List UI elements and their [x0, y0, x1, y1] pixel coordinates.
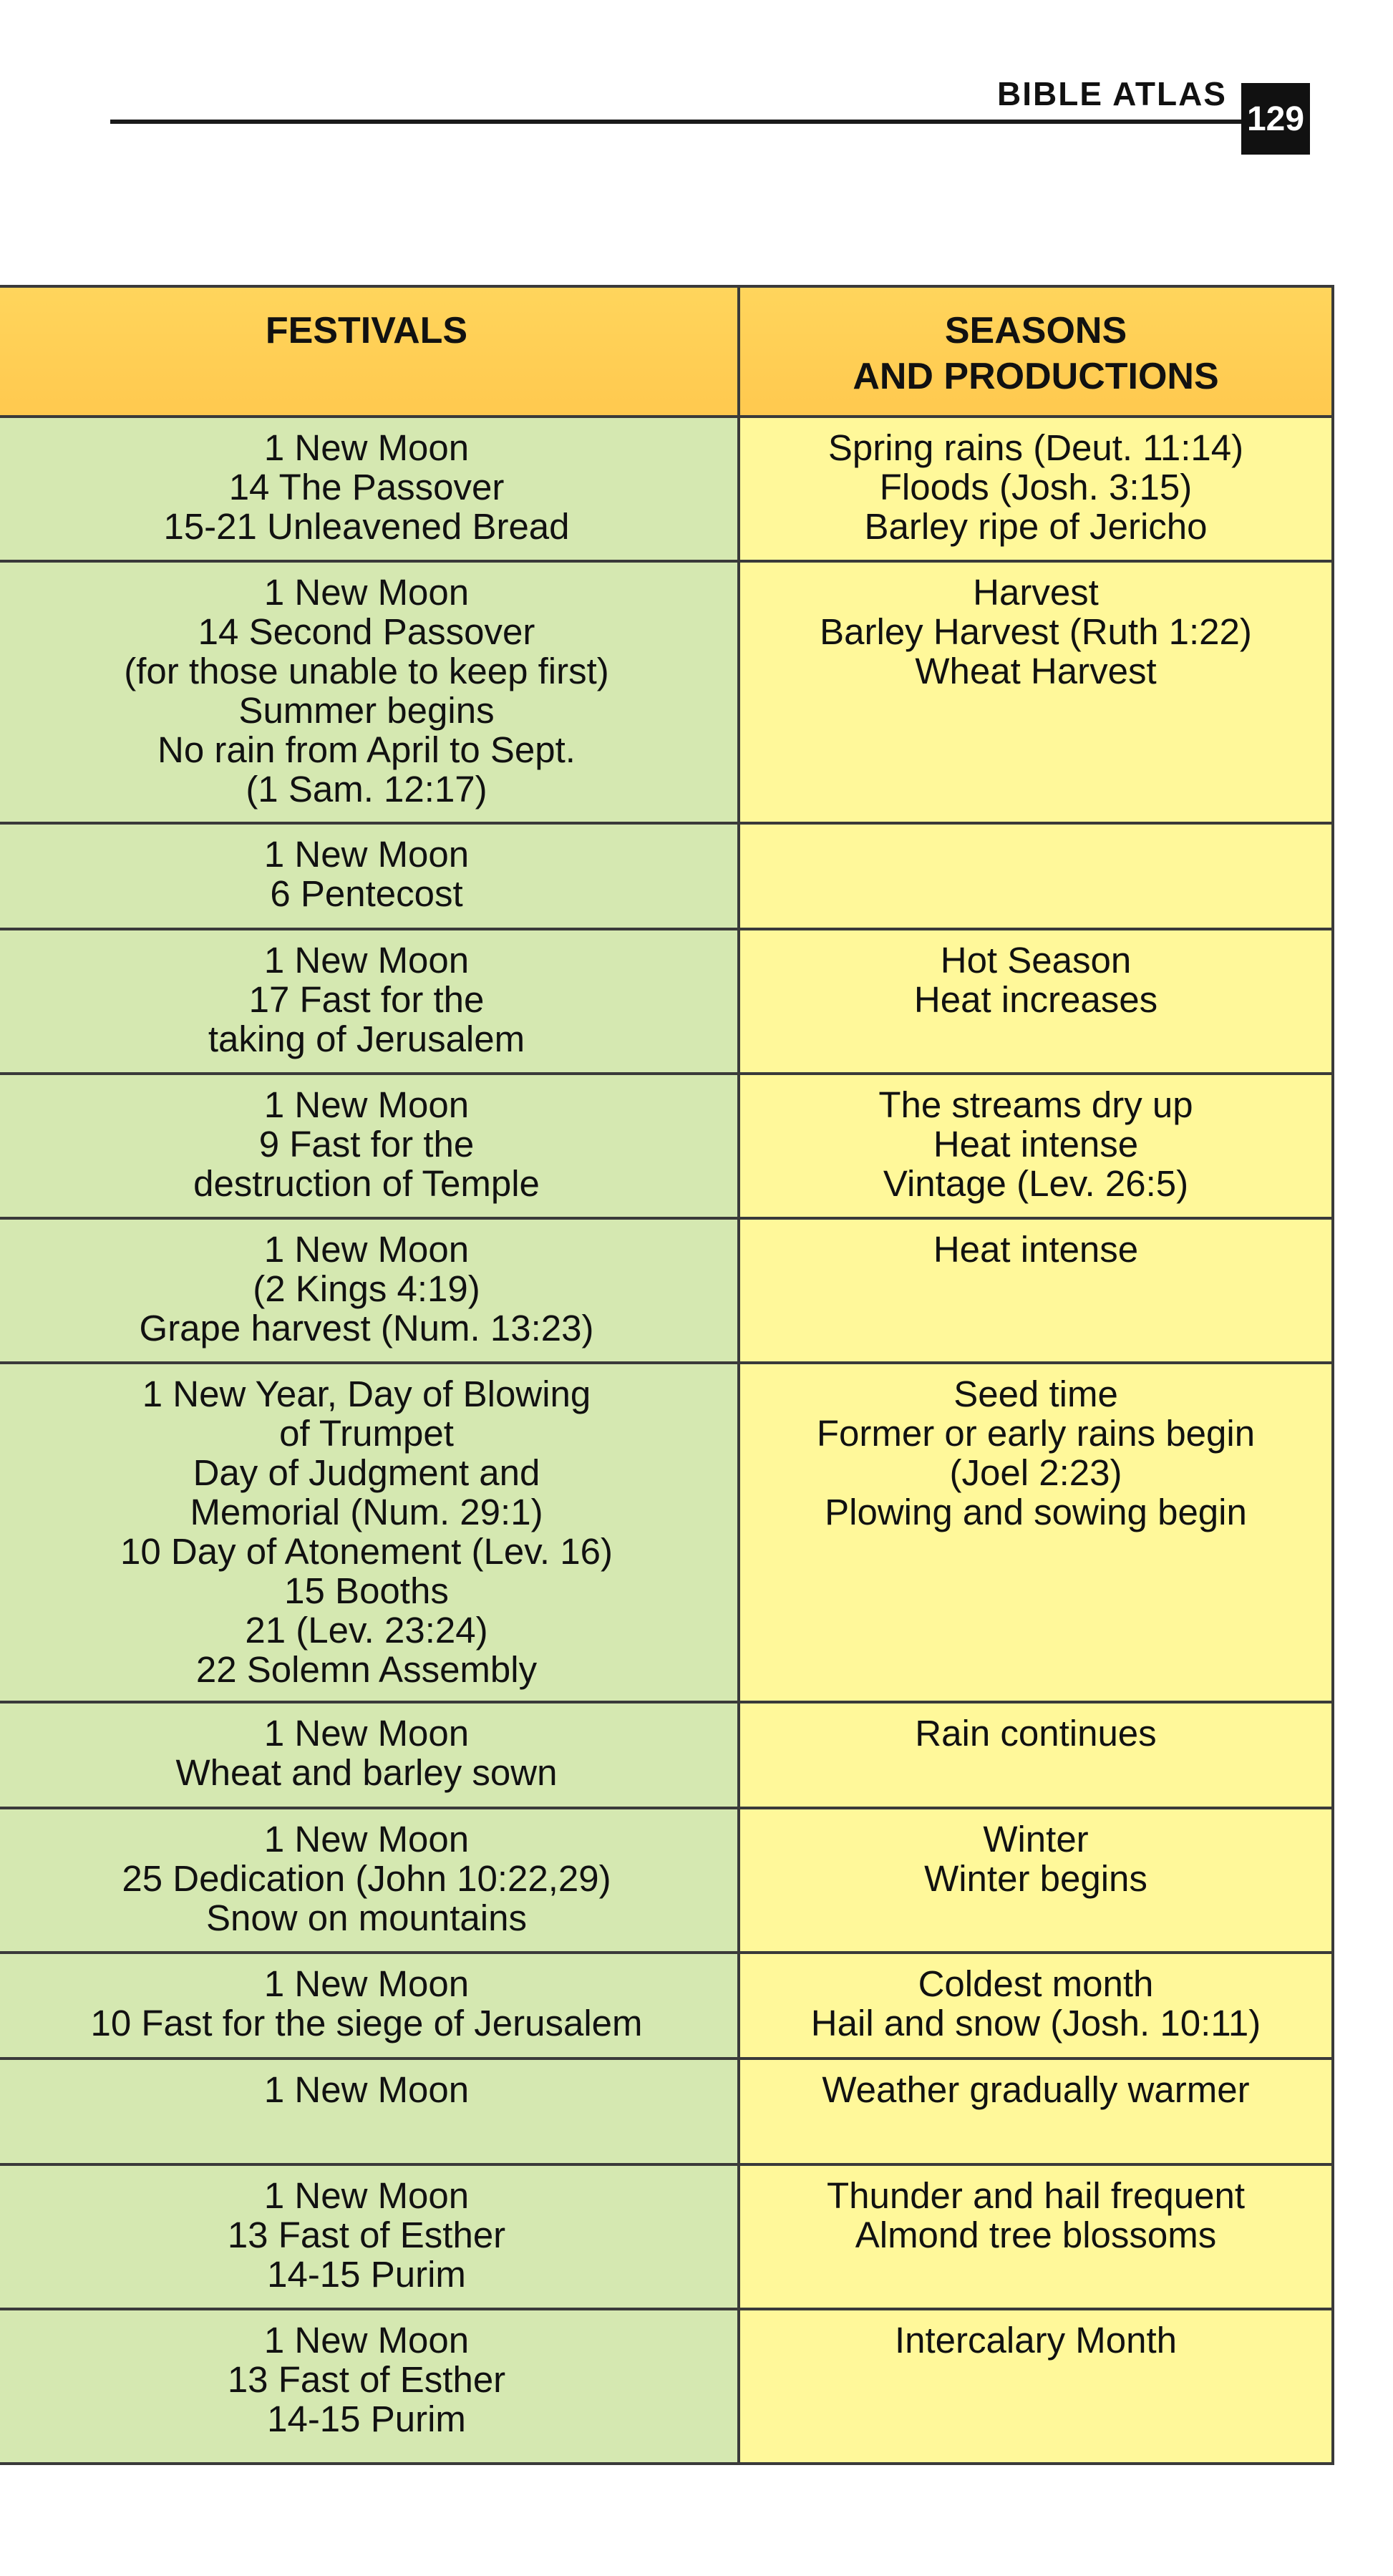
season-cell [739, 823, 1333, 929]
festival-line: Memorial (Num. 29:1) [190, 1492, 543, 1532]
table-row [0, 2059, 1333, 2164]
season-line: Coldest month [918, 1963, 1154, 2004]
season-line: Former or early rains begin [816, 1413, 1256, 1454]
festival-line: 10 Fast for the siege of Jerusalem [90, 2003, 643, 2043]
festival-cell [0, 561, 739, 823]
festival-line: 14 The Passover [228, 467, 505, 507]
table-row [0, 2309, 1333, 2464]
festival-cell [0, 1702, 739, 1808]
season-line: Floods (Josh. 3:15) [879, 467, 1193, 507]
season-line: (Joel 2:23) [949, 1452, 1122, 1493]
season-cell [739, 2309, 1333, 2464]
table-row [0, 1074, 1333, 1218]
festival-line: 1 New Moon [263, 1819, 470, 1860]
season-cell [739, 1702, 1333, 1808]
festival-line: 22 Solemn Assembly [195, 1649, 538, 1690]
festival-line: Snow on mountains [206, 1897, 527, 1938]
festival-line: Day of Judgment and [193, 1452, 540, 1493]
festival-line: taking of Jerusalem [208, 1019, 525, 1059]
festival-cell [0, 2059, 739, 2164]
festival-line: 1 New Moon [263, 2069, 470, 2110]
season-line: Harvest [973, 572, 1099, 613]
seasons-header-line-2: AND PRODUCTIONS [853, 356, 1219, 397]
season-line: The streams dry up [878, 1084, 1193, 1125]
table-header-row [0, 286, 1333, 417]
festival-line: (for those unable to keep first) [124, 651, 609, 691]
book-title: BIBLE ATLAS [997, 75, 1227, 112]
column-header-seasons [739, 286, 1333, 417]
festival-cell [0, 1363, 739, 1702]
festival-line: 1 New Moon [263, 834, 470, 875]
festival-cell [0, 2309, 739, 2464]
season-line: Winter [983, 1819, 1089, 1860]
festivals-seasons-table [0, 285, 1334, 2465]
festival-cell [0, 929, 739, 1074]
table-row [0, 1363, 1333, 1702]
festival-line: 17 Fast for the [248, 979, 485, 1020]
festival-line: 1 New Year, Day of Blowing [142, 1374, 591, 1414]
festival-line: 14 Second Passover [198, 611, 535, 652]
festival-line: 1 New Moon [263, 572, 470, 613]
season-line: Heat intense [933, 1124, 1139, 1165]
page-number: 129 [1241, 83, 1310, 155]
festival-line: 6 Pentecost [270, 873, 463, 914]
season-line: Rain continues [915, 1713, 1157, 1754]
table-row [0, 561, 1333, 823]
season-cell [739, 1363, 1333, 1702]
festival-line: 1 New Moon [263, 940, 470, 981]
festival-line: (2 Kings 4:19) [253, 1268, 480, 1309]
table-row [0, 929, 1333, 1074]
season-cell [739, 1074, 1333, 1218]
festival-line: 14-15 Purim [267, 2398, 466, 2439]
festival-line: 1 New Moon [263, 2320, 470, 2361]
festival-line: Summer begins [238, 690, 495, 731]
season-line: Barley Harvest (Ruth 1:22) [820, 611, 1252, 652]
festival-cell [0, 1808, 739, 1953]
season-line: Barley ripe of Jericho [864, 506, 1208, 547]
seasons-header-line-1: SEASONS [944, 310, 1127, 351]
festival-line: 25 Dedication (John 10:22,29) [122, 1858, 611, 1899]
festival-line: of Trumpet [279, 1413, 454, 1454]
season-line: Thunder and hail frequent [826, 2175, 1246, 2216]
season-line: Weather gradually warmer [822, 2069, 1250, 2110]
season-line: Heat intense [933, 1229, 1139, 1270]
season-line: Heat increases [913, 979, 1158, 1020]
season-line: Hail and snow (Josh. 10:11) [810, 2003, 1261, 2043]
season-line: Almond tree blossoms [855, 2215, 1217, 2255]
festival-cell [0, 1074, 739, 1218]
header-rule [110, 120, 1241, 124]
season-line: Intercalary Month [894, 2320, 1177, 2361]
season-cell [739, 929, 1333, 1074]
festival-line: 1 New Moon [263, 1713, 470, 1754]
festival-line: 1 New Moon [263, 1963, 470, 2004]
festival-line: 13 Fast of Esther [227, 2215, 506, 2255]
festival-line: 15-21 Unleavened Bread [163, 506, 570, 547]
column-header-festivals: FESTIVALS [0, 286, 739, 417]
season-line: Hot Season [940, 940, 1132, 981]
festival-line: No rain from April to Sept. [157, 729, 576, 770]
season-cell [739, 1953, 1333, 2059]
table-row [0, 823, 1333, 929]
table-row [0, 1808, 1333, 1953]
festival-line: Grape harvest (Num. 13:23) [139, 1308, 594, 1348]
festival-line: 10 Day of Atonement (Lev. 16) [120, 1531, 613, 1572]
table-row [0, 1218, 1333, 1363]
festival-line: 13 Fast of Esther [227, 2359, 506, 2400]
season-line: Spring rains (Deut. 11:14) [827, 427, 1244, 468]
festival-line: destruction of Temple [193, 1163, 540, 1204]
table-row [0, 2164, 1333, 2309]
festival-line: (1 Sam. 12:17) [246, 769, 487, 810]
festival-line: Wheat and barley sown [175, 1752, 558, 1793]
table-row [0, 1702, 1333, 1808]
season-line: Wheat Harvest [915, 651, 1157, 691]
season-line: Winter begins [924, 1858, 1147, 1899]
season-cell [739, 561, 1333, 823]
season-cell [739, 1808, 1333, 1953]
festival-line: 1 New Moon [263, 2175, 470, 2216]
festival-cell [0, 1953, 739, 2059]
table-row [0, 1953, 1333, 2059]
season-line: Vintage (Lev. 26:5) [883, 1163, 1189, 1204]
season-cell [739, 2059, 1333, 2164]
festival-cell [0, 823, 739, 929]
festival-cell [0, 417, 739, 561]
season-cell [739, 2164, 1333, 2309]
season-cell [739, 417, 1333, 561]
festival-line: 1 New Moon [263, 427, 470, 468]
festival-line: 1 New Moon [263, 1229, 470, 1270]
festival-line: 1 New Moon [263, 1084, 470, 1125]
festival-line: 9 Fast for the [258, 1124, 475, 1165]
festival-line: 14-15 Purim [267, 2254, 466, 2295]
festival-cell [0, 1218, 739, 1363]
season-line: Seed time [953, 1374, 1118, 1414]
table-row [0, 417, 1333, 561]
festival-line: 15 Booths [284, 1570, 449, 1611]
season-cell [739, 1218, 1333, 1363]
festival-line: 21 (Lev. 23:24) [245, 1610, 488, 1651]
season-line: Plowing and sowing begin [825, 1492, 1247, 1532]
festival-cell [0, 2164, 739, 2309]
